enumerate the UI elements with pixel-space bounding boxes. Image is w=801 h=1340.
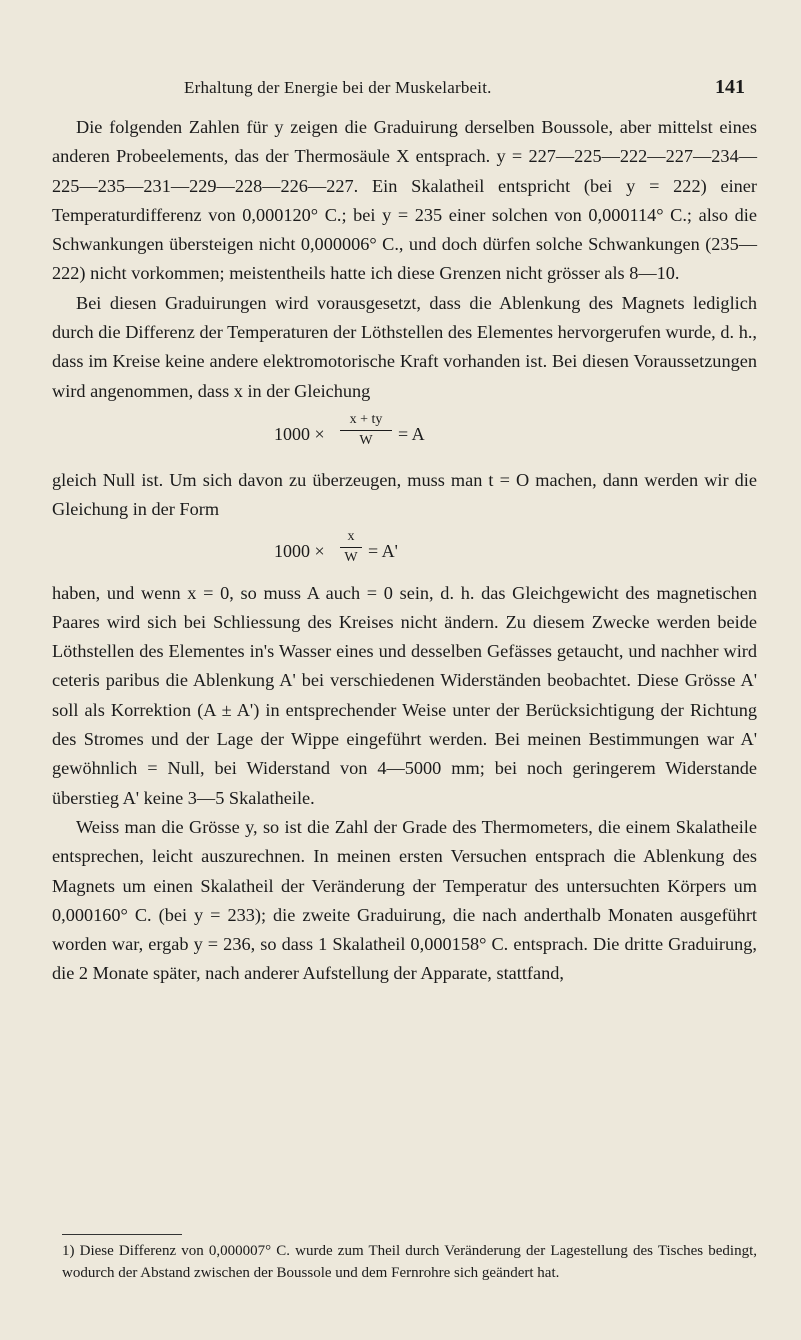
footnote-rule xyxy=(62,1234,182,1235)
paragraph-1: Die folgenden Zahlen für y zeigen die Graduirung derselben Boussole, aber mittelst eines anderen Probeelements, das der Thermosäule X entsprach. y = 227—225—222—227—234—225—235—231—229—228—226—227. Ein Skalatheil entspricht (bei y = 222) einer Temperaturdifferenz von 0,000120° C.; bei y = 235 einer solchen von 0,000114° C.; also die Schwankungen übersteigen nicht 0,000006° C., und doch dürfen solche Schwankungen (235—222) nicht vorkommen; meistentheils hatte ich diese Grenzen nicht grösser als 8—10. xyxy=(52,117,757,284)
paragraph-3: gleich Null ist. Um sich davon zu überzeugen, muss man t = O machen, dann werden wir die Gleichung in der Form xyxy=(52,469,757,520)
equation-2-numerator: x xyxy=(347,528,355,544)
running-title: Erhaltung der Energie bei der Muskelarbeit. xyxy=(184,78,492,97)
paragraph-4: haben, und wenn x = 0, so muss A auch = 0 sein, d. h. das Gleichgewicht des magnetischen Paares wird sich bei Schliessung des Kreises nicht ändern. Zu diesem Zwecke werden beide Löthstellen des Elementes in's Wasser eines und desselben Gefässes getaucht, und nachher wird ceteris paribus die Ablenkung A' bei verschiedenen Widerständen beobachtet. Diese Grösse A' soll als Korrektion (A ± A') in entsprechender Weise unter der Berücksichtigung der Richtung des Stromes und der Lage der Wippe eingeführt werden. Bei meinen Bestimmungen war A' gewöhnlich = Null, bei Widerstand von 4—5000 mm; bei noch geringerem Widerstande überstieg A' keine 3—5 Skalatheile. xyxy=(52,582,757,808)
page-number: 141 xyxy=(715,76,745,98)
paragraph-2: Bei diesen Graduirungen wird vorausgesetzt, dass die Ablenkung des Magnets lediglich durch die Differenz der Temperaturen der Löthstellen des Elementes hervorgerufen wurde, d. h., dass im Kreise keine andere elektromotorische Kraft vorhanden ist. Bei diesen Voraussetzungen wird angenommen, dass x in der Gleichung xyxy=(52,292,757,401)
fraction-bar xyxy=(340,547,362,548)
equation-2-denominator: W xyxy=(344,549,358,565)
equation-2 xyxy=(52,525,757,579)
equation-2-rhs: = A' xyxy=(368,540,398,561)
equation-2-lhs: 1000 × xyxy=(274,540,325,561)
equation-1-fraction xyxy=(340,412,392,449)
equation-1-numerator: x + ty xyxy=(349,411,383,427)
equation-1-denominator: W xyxy=(359,432,373,448)
footnote: 1) Diese Differenz von 0,000007° C. wurde zum Theil durch Veränderung der Lagestellung des Tisches bedingt, wodurch der Abstand zwischen der Boussole und dem Fernrohre sich geändert hat. xyxy=(62,1243,757,1281)
paragraph-5: Weiss man die Grösse y, so ist die Zahl der Grade des Thermometers, die einem Skalatheile entsprechen, leicht auszurechnen. In meinen ersten Versuchen entsprach die Ablenkung des Magnets um einen Skalatheil der Veränderung der Temperatur des untersuchten Körpers um 0,000160° C. (bei y = 233); die zweite Graduirung, die nach anderthalb Monaten ausgeführt worden war, ergab y = 236, so dass 1 Skalatheil 0,000158° C. entsprach. Die dritte Graduirung, die 2 Monate später, nach anderer Aufstellung der Apparate, stattfand, xyxy=(52,816,757,984)
body-text xyxy=(52,113,757,989)
running-header xyxy=(62,76,745,102)
equation-2-fraction xyxy=(340,529,362,566)
equation-1-rhs: = A xyxy=(398,423,425,444)
fraction-bar xyxy=(340,430,392,431)
equation-1-lhs: 1000 × xyxy=(274,423,325,444)
equation-1 xyxy=(52,406,757,466)
